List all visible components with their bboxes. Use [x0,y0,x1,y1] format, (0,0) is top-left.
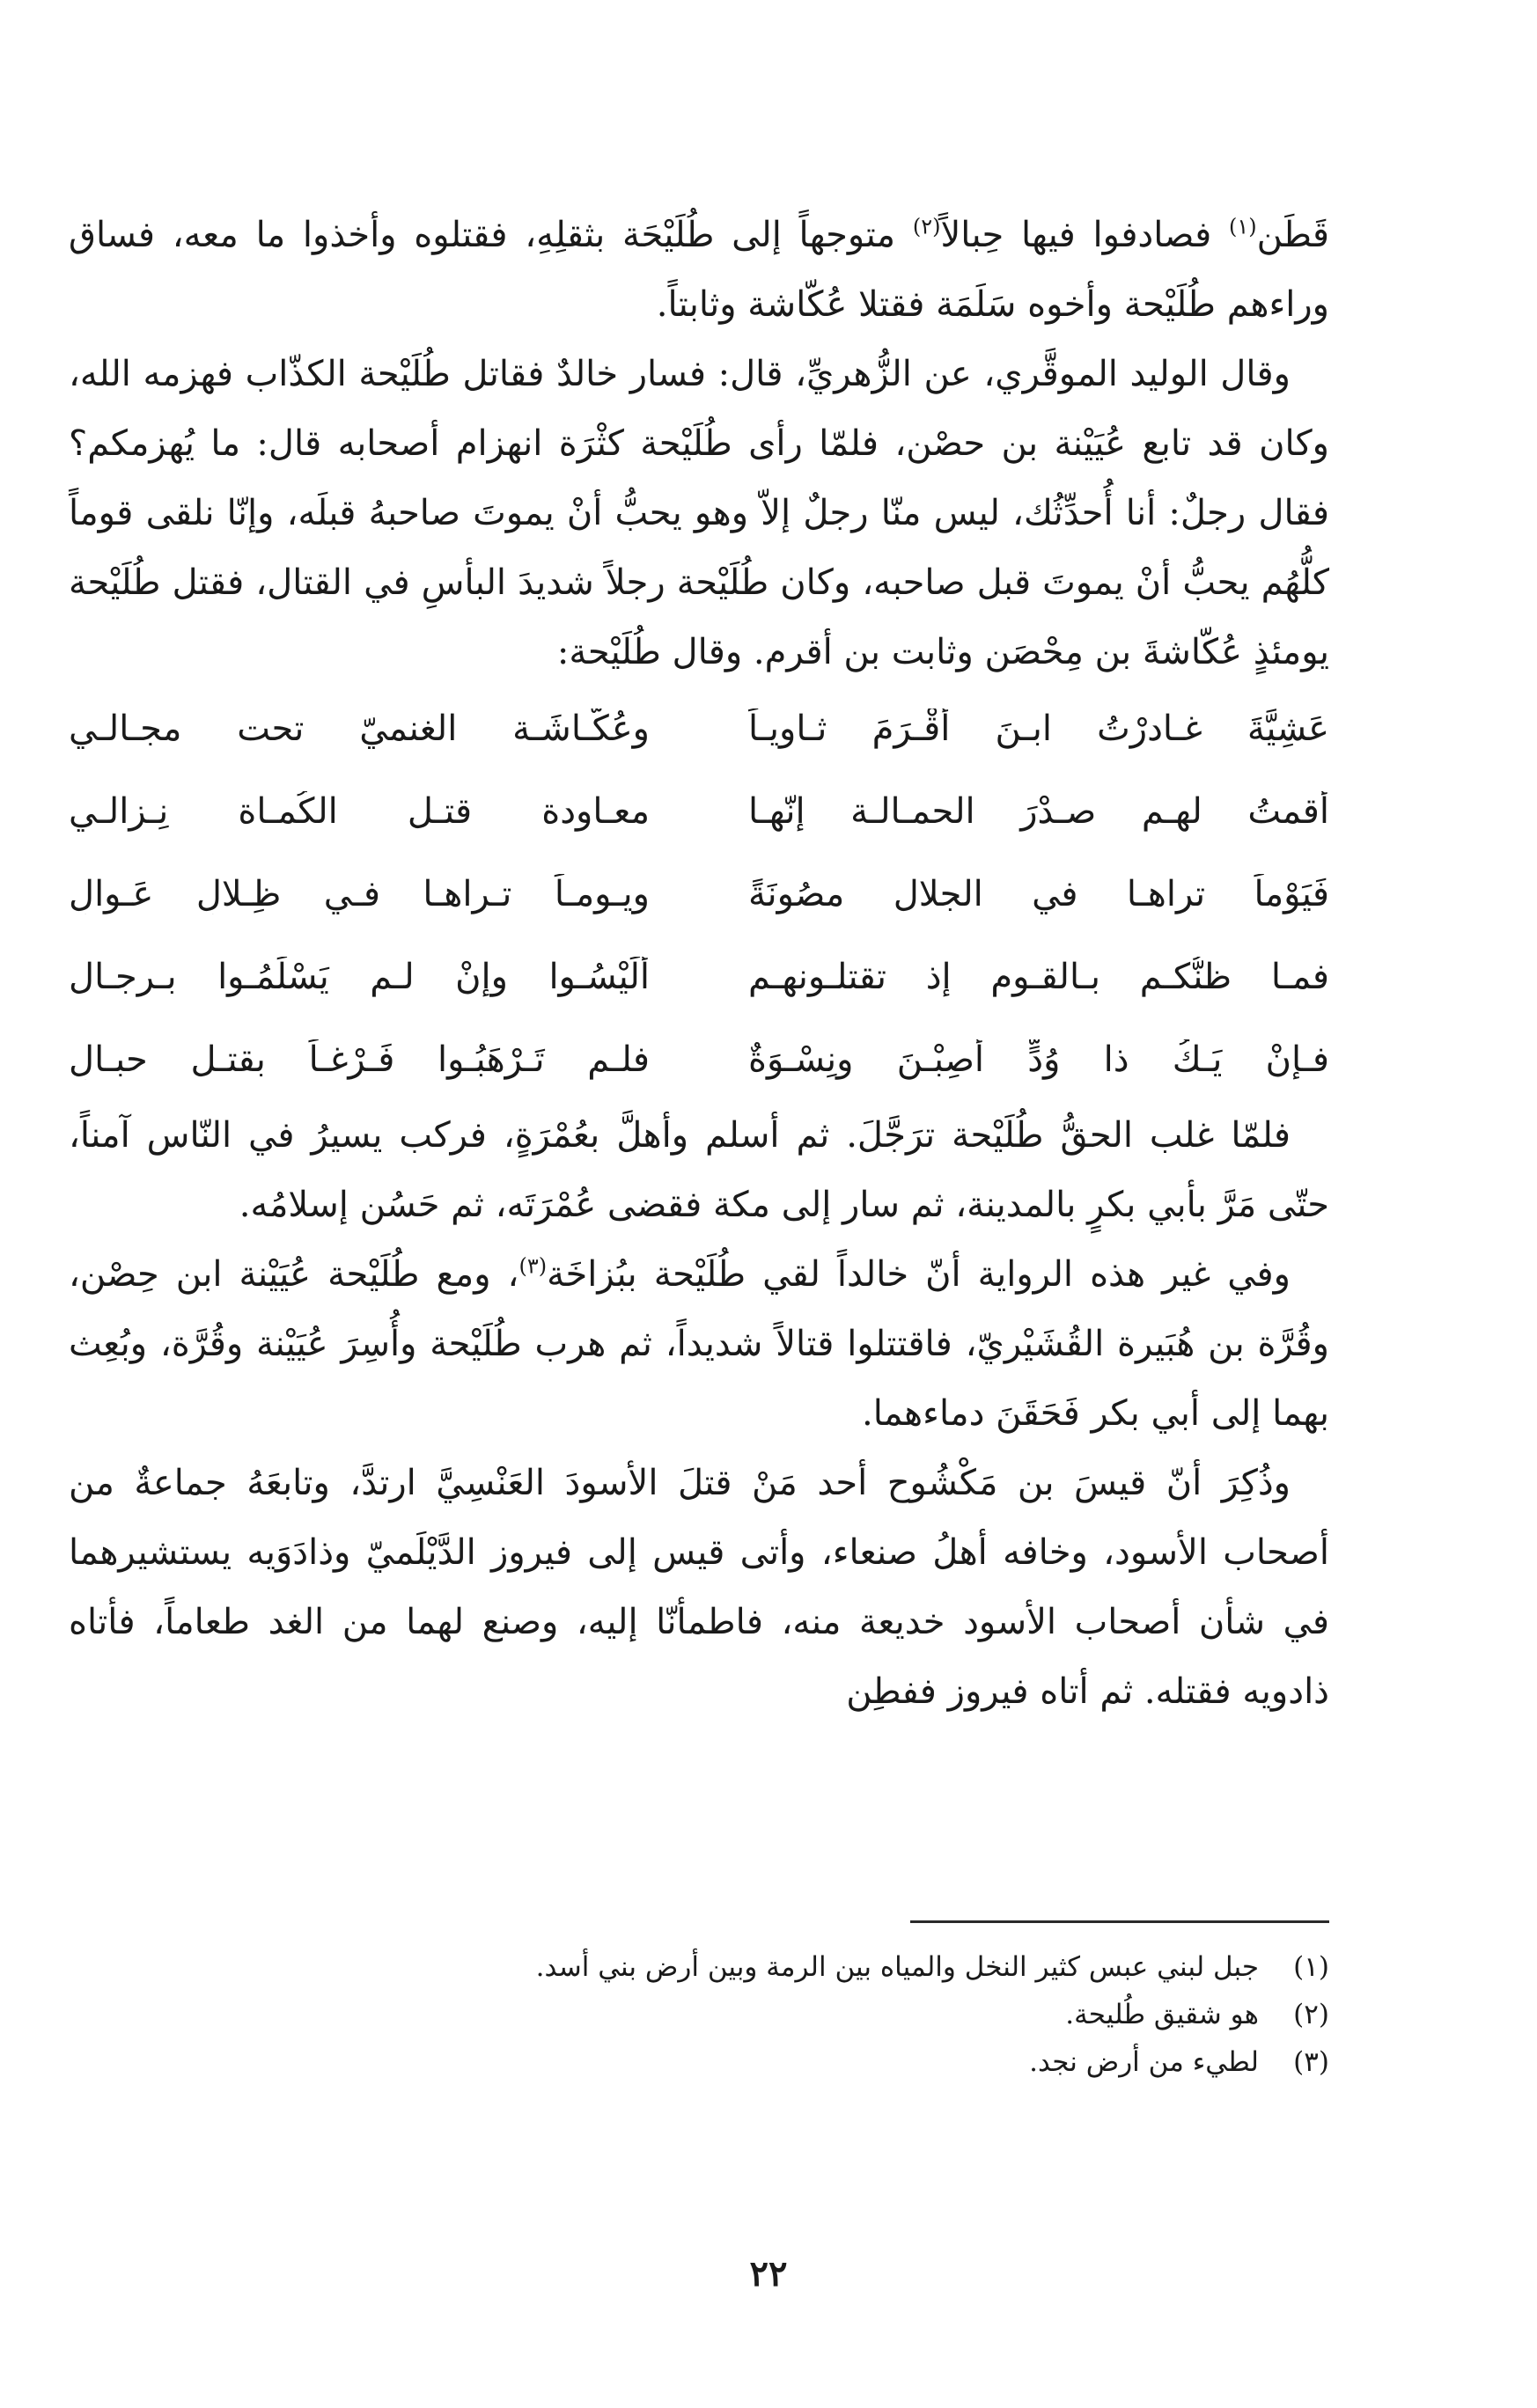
paragraph-1-end: متوجهاً إلى طُلَيْحَة بثقلِهِ، فقتلوه وأخذوا ما معه، فساق وراءهم طُلَيْحة وأخوه سَلَمَة فقتلا عُكّاشة وثابتاً. [69,215,1329,325]
paragraph-2: وقال الوليد الموقَّري، عن الزُّهريِّ، قال: فسار خالدٌ فقاتل طُلَيْحة الكذّاب فهزمه الله، وكان قد تابع عُيَيْنة بن حصْن، فلمّا رأى طُلَيْحة كثْرَة انهزام أصحابه قال: ما يُهزمكم؟ فقال رجلٌ: أنا أُحدِّثُك، ليس منّا رجلٌ إلاّ وهو يحبُّ أنْ يموتَ صاحبهُ قبلَه، وإنّا نلقى قوماً كلُّهُم يحبُّ أنْ يموتَ قبل صاحبه، وكان طُلَيْحة رجلاً شديدَ البأسِ في القتال، فقتل طُلَيْحة يومئذٍ عُكّاشةَ بن مِحْصَن وثابت بن أقرم. وقال طُلَيْحة: [69,354,1329,672]
page-number: ٢٢ [749,2253,788,2294]
main-text [69,201,1329,1727]
footnote-divider [910,1920,1329,1923]
poem-second-hemistich: فلـم تَـرْهَبُـوا فَـرْغـاً بقتـل حبـالِ [69,1039,650,1080]
paragraph-4-end: ، ومع طُلَيْحة عُيَيْنة ابن حِصْن، وقُرَّة بن هُبَيرة القُشَيْريّ، فاقتتلوا قتالاً شديداً، ثم هرب طُلَيْحة وأُسِرَ عُيَيْنة وقُرَّة، وبُعِث بهما إلى أبي بكر فَحَقَنَ دماءهما. [69,1254,1329,1434]
footnote-text: جبل لبني عبس كثير النخل والمياه بين الرمة وبين أرض بني أسد. [535,1951,1259,1983]
paragraph-4-start: وفي غير هذه الرواية أنّ خالداً لقي طُلَيْحة ببُزاخَة [547,1254,1291,1295]
poem-first-hemistich: فـإنْ يَـكُ ذا وُدٍّ أُصِبْـنَ ونِسْـوَةٌ [748,1039,1329,1080]
poem-second-hemistich: وعُكّـاشَـة الغنميّ تحت مجـالـي [69,708,650,749]
poem-verse [69,1018,1329,1101]
footnote-text: لطيء من أرض نجد. [1029,2046,1259,2078]
poem-verse [69,853,1329,936]
paragraph-1-middle: فصادفوا فيها حِبالاً [940,215,1229,255]
footnote-ref-1[interactable]: (١) [1228,214,1257,239]
poem-verse [69,770,1329,853]
poem-verse [69,936,1329,1018]
paragraph-5: وذُكِرَ أنّ قيسَ بن مَكْشُوح أحد مَنْ قتلَ الأسودَ العَنْسِيَّ ارتدَّ، وتابعَهُ جماعةٌ من أصحاب الأسود، وخافه أهلُ صنعاء، وأتى قيس إلى فيروز الدَّيْلَميّ وذادَوَيه يستشيرهما في شأن أصحاب الأسود خديعة منه، فاطمأنّا إليه، وصنع لهما من الغد طعاماً، فأتاه ذادويه فقتله. ثم أتاه فيروز ففطِن [69,1463,1330,1712]
poem-second-hemistich: ألَيْسُـوا وإنْ لـم يَسْلَمُـوا بـرجـال [69,957,650,997]
poem-first-hemistich: فمـا ظنُّكـم بـالقـوم إذ تقتلـونهـم [748,957,1329,997]
poem-verse [69,687,1329,770]
footnote-number: (٣) [1293,2046,1329,2078]
footnote-item [106,1943,1329,1991]
footnotes [106,1943,1329,2086]
footnote-ref-2[interactable]: (٢) [912,214,941,239]
footnote-number: (١) [1293,1951,1329,1983]
footnote-number: (٢) [1293,1999,1329,2030]
footnote-item [106,2038,1329,2086]
paragraph-4 [69,1240,1329,1449]
footnote-item [106,1991,1329,2038]
poem-first-hemistich: فَيَوْماً تراهـا في الجلال مصُونَةً [748,874,1329,914]
poem-second-hemistich: معـاودة قتـل الكُمـاة نِـزالـي [69,791,650,832]
paragraph-3: فلمّا غلب الحقُّ طُلَيْحة ترَجَّلَ. ثم أسلم وأهلَّ بعُمْرَةٍ، فركب يسيرُ في النّاس آمناً، حتّى مَرَّ بأبي بكرٍ بالمدينة، ثم سار إلى مكة فقضى عُمْرَتَه، ثم حَسُن إسلامُه. [69,1115,1329,1225]
footnote-ref-3[interactable]: (٣) [518,1253,548,1279]
poem-first-hemistich: أقمتُ لهـم صـدْرَ الحمـالـة إنّهـا [748,791,1329,832]
poem-second-hemistich: ويـومـاً تـراهـا فـي ظِـلالِ عَـوالِ [69,874,650,914]
footnote-text: هو شقيق طُليحة. [1065,1999,1259,2030]
poem-first-hemistich: عَشِيَّةَ غـادرْتُ ابـنَ أقْـرَمَ ثـاويـاً [748,708,1329,749]
paragraph-1 [69,201,1329,340]
paragraph-1-start: قَطَن [1256,215,1330,255]
poem [69,687,1329,1101]
